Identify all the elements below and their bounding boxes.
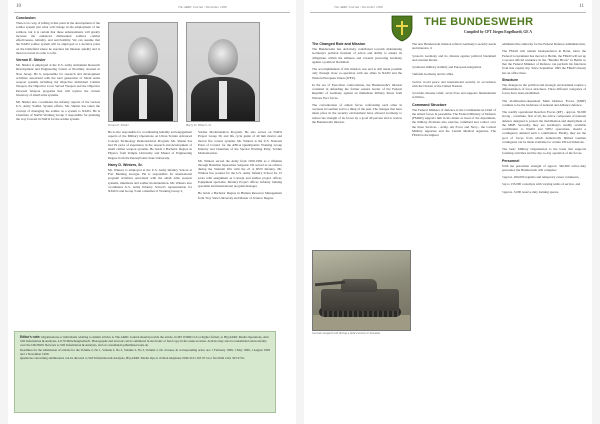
portrait-photo-winters [186,22,260,122]
photo-caption: German Leopard 2A5 during a field exercise in Slovakia [312,331,380,335]
header-rule [14,12,290,13]
bullet-item: •approx. 5,000 reserve duty training spaces. [502,189,559,194]
article-text: The Bundeswehr has decisively contributed towards maintaining Germany's political freedom of action and ability to ensure its obligations within the Alliance and towards protecting Germany against a political blackmail. [312,47,402,64]
running-header: The ARRC Journal / December 1998 [178,5,227,9]
bio-text: Mr. Shisler is employed at the U.S. Army Armament Research Development and Engineering Centre at Picatinny Arsenal in New Jersey. He is responsible for research and development activities associated with the next generation of Small Arms weapon systems including the Objective Individual Combat Weapon, the Objective Crew Served Weapon and the Objective Personal Weapon programs that will replace the current inventory of small arms systems. [16,63,100,97]
article-column-2 [412,42,496,140]
photo-caption: Vernon E. Shisler [108,123,129,127]
left-column [16,16,100,124]
article-text: The basic Military Organisation is the basis that supports fostering activities and the day-to-day operation of the forces. [502,147,586,156]
running-header: The ARRC Journal / December 1998 [334,5,383,9]
article-text: In the era of East-West confrontation, the Bundeswehr's mission consisted in defending the former eastern border of the Federal Republic of Germany against an immediate military threat from Warsaw Pact forces. [312,82,402,100]
section-heading: Command Structure [412,102,447,107]
right-page [304,0,592,424]
editors-note-deadlines: Deadlines for the submission of articles for the Volume 2, No 1, Volume 2, No 2, Volume 2, No 3, Volume 2, No 4 issues, in corresponding order, are: 1 February 1999, 1 May 1999, 1 August 1999 and 1 November 1999. [20,347,270,356]
left-page [8,0,296,424]
article-text: The accomplishment of this mission was and is still made possible only through close co-operation with our allies in NATO and the Western European Union (WEU). [312,67,402,80]
bullet-item: •serves world peace and international security in accordance with the Charter of the United Nations [412,79,496,88]
tank-photo [312,250,411,331]
section-heading: Personnel [502,158,520,163]
header-rule [310,12,586,13]
conclusion-text: There is no way of telling at this point in the development of the soldier system just what will change in the employment of the soldiers, but it is certain that these enhancements will greatly increase the enhanced dismounted soldiers combat effectiveness, lethality, and survivability. We can assume that the NATO soldier system will be employed at a decisive point on the battlefield where he executes his mission quickly and is then recovered in order to refit. [16,21,100,55]
photo-caption: Harry D. Winters, Sr. [186,123,212,127]
article-text: The mobilisation-dependent Main Defence Forces (MDF) continue to be the backbone of national and Alliance defence. [502,98,586,107]
bio-text: He holds a Bachelor Degree in Human Resource Management from Troy State University and Master of Science Degree. [198,191,282,200]
bio-heading-winters: Harry D. Winters, Sr. [108,162,143,167]
editors-note-text: Organisations or individuals wishing to submit articles to The ARRC Journal should provide the article, in MS WORD 2.0 or higher format, to HQ ARRC Media Operations, Attn SOI Information & Analysis, 41179 Mönchengladbach. Photographs and artwork can be submitted in electronic or hard copy in the same location. Articles may also be transmitted electronically over the CRONOS Network to SOI Information & Analysis, and on cronolink.hq.dharbinsetwork.de. [20,335,269,348]
article-text: The changes in the political and strategic environment require a differentiation of force structures. Three different categories of forces have been established. [502,82,586,96]
bio-text: He is also responsible for coordinating lethality and engagement aspects of the Military Operations on Urban Terrain Advanced Concept Technology Demonstration Program. Mr. Shisler has had 29 years of experience in the research and development of small caliber weapon systems. He holds a Bachelor Degree in Physics from Temple University and Master of Engineering Degree from the Pennsylvania State University. [108,130,192,160]
middle-column [108,130,192,196]
article-text: The FMoD will remain headquartered in Bonn. Once the Federal Government has moved to Berlin, the FMoD will set up a second official residence in the "Bendler Block" in Berlin so that the Federal Minister of Defence can perform his functions from that capital city. Since September 1995 the FMoD already has an office there. [502,49,586,75]
article-text: The Federal Minister of Defence is the Commander-in-Chief of the armed forces in peacetime. The Federal Ministry of Defence (FMOD) supports him in his duties as head of the department, the military divisions also exercise command and control over the three Services - Army, Air Force and Navy-, the Central Military Agencies and the Central Medical Agencies. The FMoD is the highest [412,107,496,137]
bio-heading-shisler: Vernon E. Shisler [16,58,46,62]
article-text: The concentration of armed forces confronting each other in overseas in German soil is a thing of the past. The changes that have taken place in the security environment have allowed Germany to reduce the strength of its forces by a good 40 percent and to review the Bundeswehr mission. [312,102,402,124]
bio-text: Mr. Shisler also coordinates the infantry aspects of the various U.S. Army Soldier System efforts. Mr. Shisler has taken the concept of managing the soldier as a system to NATO. He is Chairman of NATO Working Group 3 responsible for planning the way forward in NATO for the soldier system. [16,100,100,121]
right-column [198,130,282,203]
portrait-photo-shisler [108,22,178,122]
page-number: 10 [16,4,21,9]
bullet-item: •defends Germany and its allies [412,72,454,77]
section-heading: Structure [502,77,518,82]
bullet-item: •promotes military stability and European integration [412,65,482,69]
article-text: administrative authority for the Federal Defence Administration. [502,42,586,46]
article-column-3 [502,42,586,197]
article-text: With the peacetime strength of approx. 340,000 active-duty personnel, the Bundeswehr will comprise: [502,163,586,172]
bullet-item: •protects Germany and its citizens against political blackmail and external threats [412,53,496,62]
editors-note [20,335,270,348]
conclusion-heading: Conclusion [16,16,36,20]
bio-text: Mr. Winters is employed at the U.S. Army Infantry School at Fort Benning Georgia. He is responsible for international program activities associated with the small arms weapon systems, munitions and soldier modernization. Mr. Winters also coordinates U.S. Army Infantry School's representation for NATO Land Group 3 and a member of Working Group 3, [108,167,192,193]
article-title: THE BUNDESWEHR [424,16,534,28]
editors-note-label: Editor's note: [20,335,41,339]
bio-text: Mr. Winters served the Army from 1959-1982 as a rifleman through Battalion Operations Sergeant. He served as an advisor during the Vietnam War with the 21 st RVN Infantry. Mr. Winters has worked for the U.S. Army Infantry School for 15 years with assignment as Concept and studies project officer, Equipment specialist, Infantry Project officer, Infantry training specialist and International program manager. [198,158,282,188]
editors-note-box [14,331,276,413]
bullet-item: •approx. 200,000 regulars and temporary career volunteers, [502,175,580,179]
article-column-1 [312,42,402,127]
article-byline: Compiled by CPT Jürgen Engelhardt, GE A [464,30,532,34]
editors-note-questions: Questions concerning submissions can be directed to SOI Information & Analysis, HQ ARRC Media Ops at civilian telephone 0049 2161 565 9714 or fax 0049 2161 565 9716. [20,356,245,361]
bundeswehr-emblem-icon [390,14,414,42]
bio-text: Soldier Modernization Program. He also serves on NATO Project Group 30, and life cycle guide of 40 mm mortar and mortar fire control systems. Mr. Winters is the U.S. National Point of Contact for the ABCA Quadripartite Working Group Infantry and Chairman of the Special Working Party, Soldier Modernisation. [198,130,282,156]
bullet-item: •provides disaster relief, saves lives and supports humanitarian activities. [412,91,496,100]
section-heading: The Changed Role and Mission [312,42,366,46]
bullet-item: •up to 135,000 conscripts with varying terms of service, and [502,182,581,187]
article-text: The readily operational Reaction Forces (RF) - approx. 50,000 strong - constitute, first of all, the active component of national defence designed to protect the mobilisation and deployment of the MDF. Secondly, they are Germany's readily available contribution to NATO and WEU operations, should a contingency demand such a contribution. Finally, they are the pool of forces from which numerically limited German contingents can be made available for certain UN-led missions. [502,110,586,144]
article-text: The new Bundeswehr mission reflects Germany's security needs and interests, it [412,42,496,51]
page-number: 11 [579,4,584,9]
